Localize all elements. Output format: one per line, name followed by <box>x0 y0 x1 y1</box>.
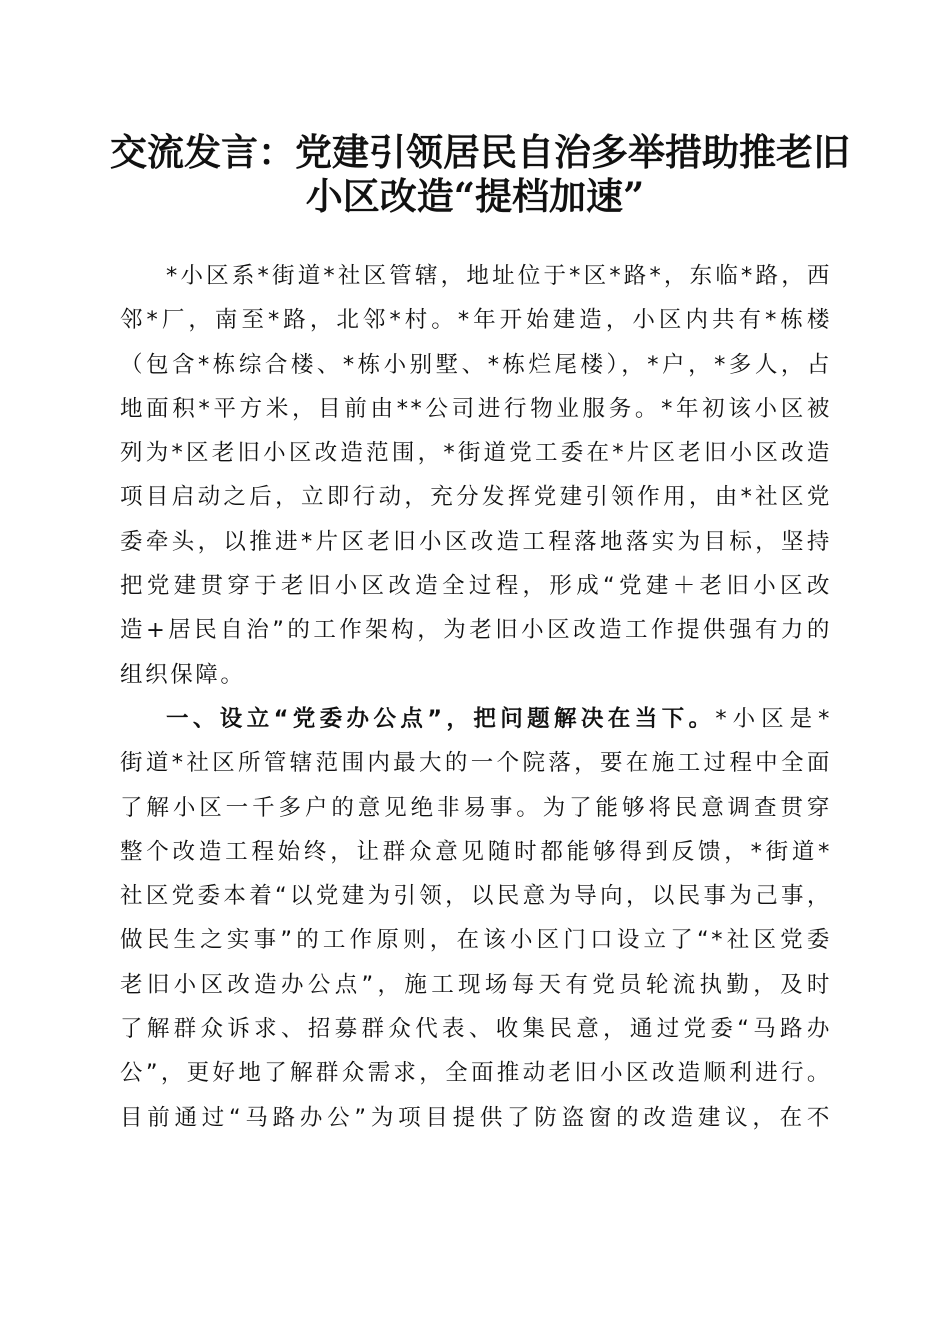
text-line: 了解群众诉求、招募群众代表、收集民意，通过党委“马路办 <box>120 1016 832 1043</box>
text-line: 老旧小区改造办公点”，施工现场每天有党员轮流执勤，及时 <box>120 971 832 998</box>
text-line: （包含*栋综合楼、*栋小别墅、*栋烂尾楼），*户，*多人，占 <box>120 351 832 378</box>
text-line: 组织保障。 <box>120 661 246 688</box>
text-run: *小区是* <box>715 705 832 732</box>
text-line: 项目启动之后，立即行动，充分发挥党建引领作用，由*社区党 <box>120 484 832 511</box>
text-line <box>120 697 832 741</box>
section-heading: 一、设立“党委办公点”，把问题解决在当下。 <box>166 705 716 732</box>
text-line: 邻*厂，南至*路，北邻*村。*年开始建造，小区内共有*栋楼 <box>120 307 832 334</box>
text-line: 把党建贯穿于老旧小区改造全过程，形成“党建＋老旧小区改 <box>120 573 832 600</box>
paragraph-section-1 <box>120 697 832 1140</box>
text-line: 整个改造工程始终，让群众意见随时都能够得到反馈，*街道* <box>120 838 832 865</box>
document-body <box>120 254 832 1140</box>
text-line: 委牵头，以推进*片区老旧小区改造工程落地落实为目标，坚持 <box>120 528 832 555</box>
text-line: 公”，更好地了解群众需求，全面推动老旧小区改造顺利进行。 <box>120 1060 832 1087</box>
text-line: 造+居民自治”的工作架构，为老旧小区改造工作提供强有力的 <box>120 617 832 644</box>
text-line: 地面积*平方米，目前由**公司进行物业服务。*年初该小区被 <box>120 395 832 422</box>
text-line: 了解小区一千多户的意见绝非易事。为了能够将民意调查贯穿 <box>120 794 832 821</box>
document-title <box>110 130 850 218</box>
title-line-1: 交流发言：党建引领居民自治多举措助推老旧 <box>110 130 850 174</box>
text-line: 目前通过“马路办公”为项目提供了防盗窗的改造建议，在不 <box>120 1104 832 1131</box>
text-line: *小区系*街道*社区管辖，地址位于*区*路*，东临*路，西 <box>166 263 832 289</box>
text-line: 社区党委本着“以党建为引领，以民意为导向，以民事为己事， <box>120 883 832 910</box>
text-line: 做民生之实事”的工作原则，在该小区门口设立了“*社区党委 <box>120 927 832 954</box>
paragraph-intro <box>120 254 832 697</box>
text-line: 列为*区老旧小区改造范围，*街道党工委在*片区老旧小区改造 <box>120 440 832 467</box>
title-line-2: 小区改造“提档加速” <box>305 174 645 218</box>
text-line: 街道*社区所管辖范围内最大的一个院落，要在施工过程中全面 <box>120 750 832 777</box>
